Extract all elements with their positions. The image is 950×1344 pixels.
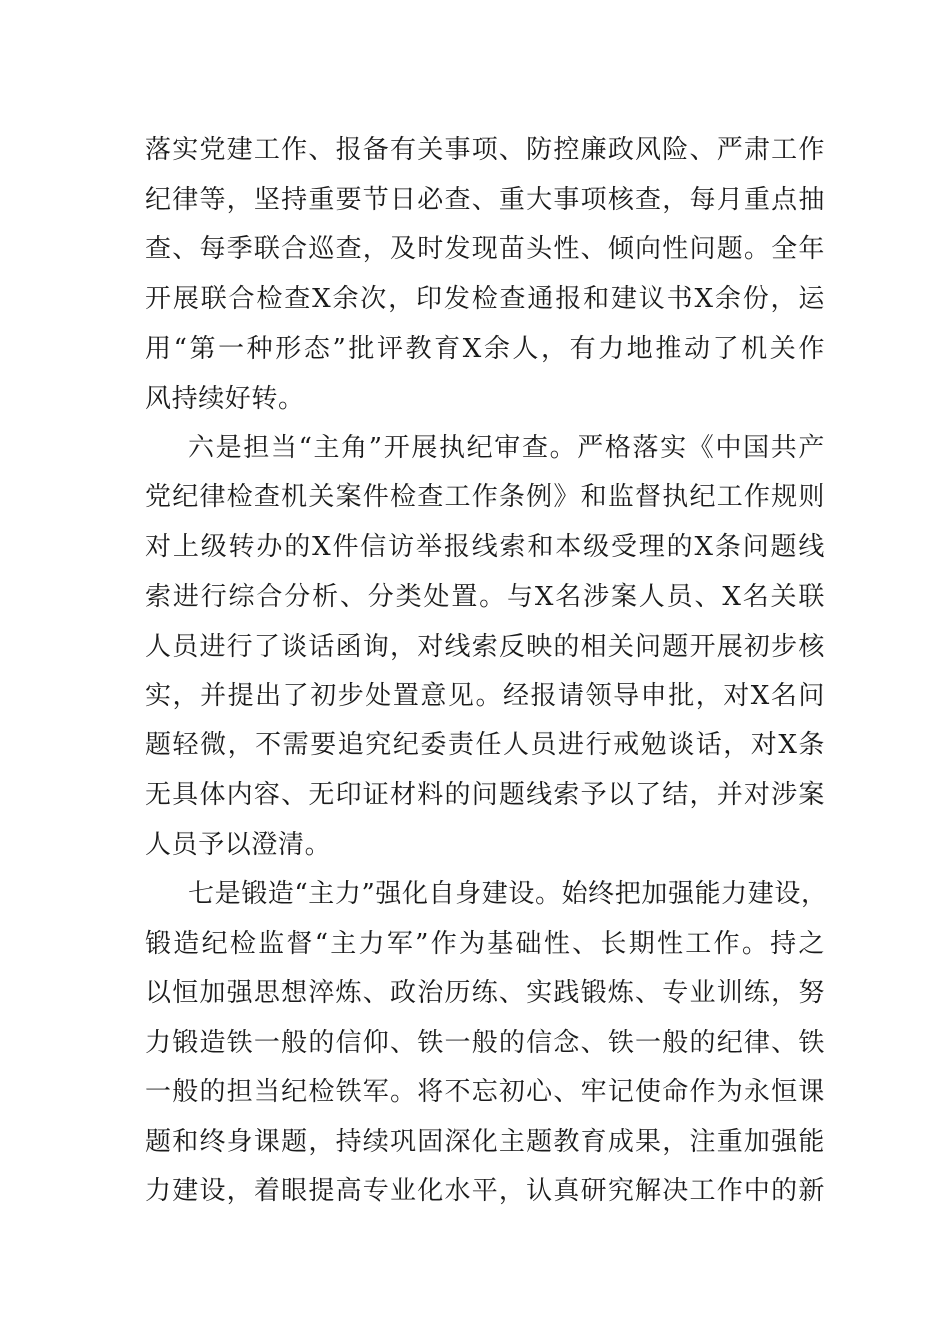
text-line: 风持续好转。 — [145, 384, 305, 414]
text-line: 索进行综合分析、分类处置。与X名涉案人员、X名关联 — [145, 582, 825, 612]
text-line: 以恒加强思想淬炼、政治历练、实践锻炼、专业训练，努 — [145, 978, 825, 1008]
text-line: 查、每季联合巡查，及时发现苗头性、倾向性问题。全年 — [145, 234, 825, 264]
text-line: 题和终身课题，持续巩固深化主题教育成果，注重加强能 — [145, 1127, 825, 1157]
text-line: 落实党建工作、报备有关事项、防控廉政风险、严肃工作 — [145, 135, 825, 165]
text-line: 无具体内容、无印证材料的问题线索予以了结，并对涉案 — [145, 780, 825, 810]
text-line: 党纪律检查机关案件检查工作条例》和监督执纪工作规则 — [145, 482, 825, 512]
text-line: 人员予以澄清。 — [145, 830, 332, 860]
paragraph-first-line: 七是锻造“主力”强化自身建设。始终把加强能力建设， — [188, 879, 828, 909]
text-line: 开展联合检查X余次，印发检查通报和建议书X余份，运 — [145, 284, 825, 314]
text-line: 实，并提出了初步处置意见。经报请领导申批，对X名问 — [145, 681, 825, 711]
text-line: 用“第一种形态”批评教育X余人，有力地推动了机关作 — [145, 334, 825, 364]
text-line: 题轻微，不需要追究纪委责任人员进行戒勉谈话，对X条 — [145, 730, 825, 760]
text-line: 纪律等，坚持重要节日必查、重大事项核查，每月重点抽 — [145, 185, 825, 215]
text-line: 力锻造铁一般的信仰、铁一般的信念、铁一般的纪律、铁 — [145, 1028, 825, 1058]
paragraph-first-line: 六是担当“主角”开展执纪审查。严格落实《中国共产 — [188, 433, 825, 463]
text-line: 锻造纪检监督“主力军”作为基础性、长期性工作。持之 — [145, 929, 825, 959]
text-line: 一般的担当纪检铁军。将不忘初心、牢记使命作为永恒课 — [145, 1077, 825, 1107]
text-line: 人员进行了谈话函询，对线索反映的相关问题开展初步核 — [145, 632, 825, 662]
text-line: 力建设，着眼提高专业化水平，认真研究解决工作中的新 — [145, 1176, 825, 1206]
text-line: 对上级转办的X件信访举报线索和本级受理的X条问题线 — [145, 532, 825, 562]
